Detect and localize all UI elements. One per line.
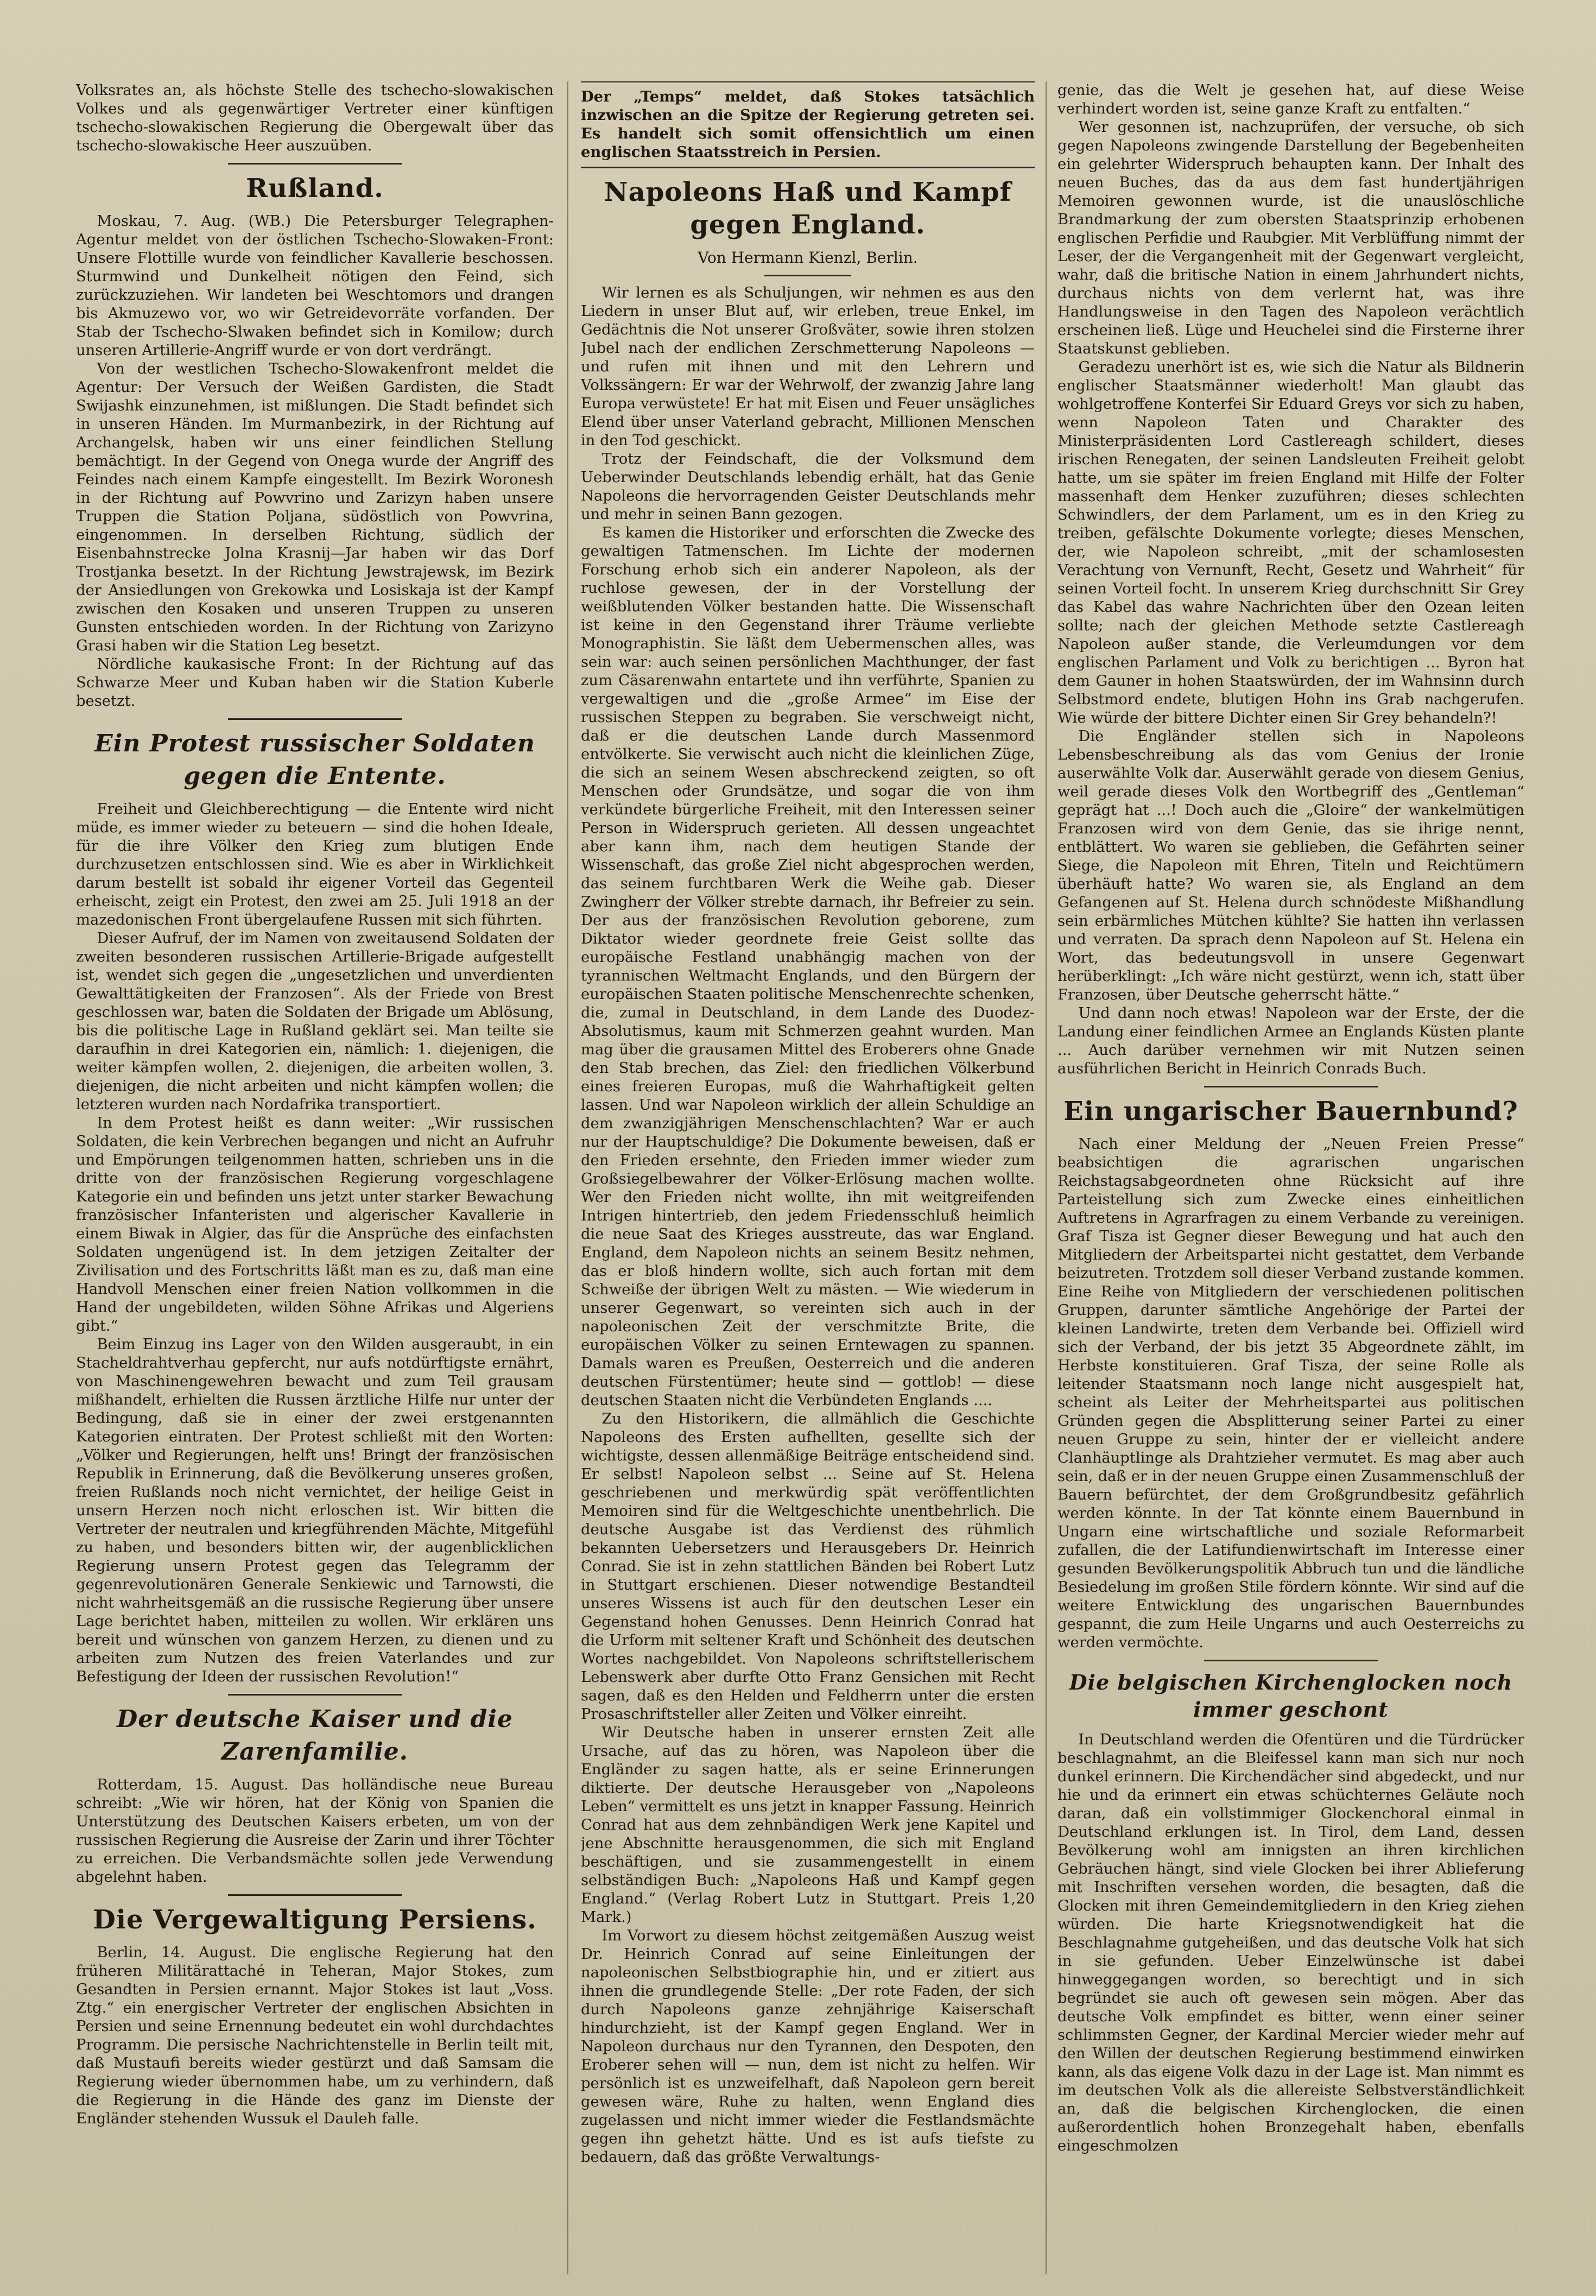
paragraph: Es kamen die Historiker und erforschten die Zwecke des gewaltigen Tatmenschen. Im Lichte der modernen Forschung erhob sich ein anderer Napoleon, als der ruchlose gewesen, der in der Vorstellung der weißblutenden Völker bestanden hatte. Die Wissenschaft ist keine in den Gegenstand ihrer Träume verliebte Monographistin. Sie läßt dem Uebermenschen alles, was sein war: auch seinen persönlichen Machthunger, der fast zum Cäsarenwahn entartete und ihn verführte, Spanien zu vergewaltigen und die „große Armee“ im Eise der russischen Steppen zu begraben. Sie verschweigt nicht, daß er die deutschen Lande durch Massenmord entvölkerte. Sie verwischt auch nicht die kleinlichen Züge, die sich an seinem Wesen abschreckend zeigten, so oft Menschen oder Grundsätze, und sogar die von ihm verkündete bürgerliche Freiheit, mit den Interessen seiner Person in Widerspruch gerieten. All dessen ungeachtet aber kann ihm, nach dem heutigen Stande der Wissenschaft, das große Ziel nicht abgesprochen werden, das seinem furchtbaren Werk die Weihe gab. Dieser Zwingherr der Völker strebte darnach, ihr Befreier zu sein. Der aus der französischen Revolution geborene, zum Diktator wieder geordnete freie Geist sollte das europäische Festland unabhängig machen von der tyrannischen Weltmacht Englands, und den Bürgern der europäischen Staaten politische Menschenrechte schenken, die, zumal in Deutschland, in dem Lande des Duodez-Absolutismus, kaum mit Schmerzen geahnt wurden. Man mag über die grausamen Mittel des Eroberers ohne Gnade den Stab brechen, das Ziel: den friedlichen Völkerbund eines freieren Europas, muß die Wahrhaftigkeit gelten lassen. Und war Napoleon wirklich der allein Schuldige an dem zwanzigjährigen Menschenschlachten? War er auch nur der Hauptschuldige? Die Dokumente beweisen, daß er den Frieden ersehnte, den Frieden immer wieder zum Großsiegelbewahrer der Völker-Erlösung machen wollte. Wer den Frieden nicht wollte, ihn mit weitgreifenden Intrigen hintertrieb, den jedem Friedensschluß heimlich die neue Saat des Krieges ausstreute, das war England. England, dem Napoleon nichts an seinem Besitz nehmen, das er bloß hindern wollte, sich auch fortan mit dem Schweiße der übrigen Welt zu mästen. — Wie wiederum in unserer Gegenwart, so vereinten sich auch in der napoleonischen Zeit der verschmitzte Brite, die europäischen Völker zu seinen Erntewagen zu spannen. Damals waren es Preußen, Oesterreich und die anderen deutschen Fürstentümer; heute sind — gottlob! — diese deutschen Staaten nicht die Verbündeten Englands .... <box>581 524 1035 1409</box>
paragraph: Trotz der Feindschaft, die der Volksmund dem Ueberwinder Deutschlands lebendig erhält, hat das Genie Napoleons die hervorragenden Geister Deutschlands mehr und mehr in seinen Bann gezogen. <box>581 451 1035 523</box>
paragraph: Moskau, 7. Aug. (WB.) Die Petersburger Telegraphen-Agentur meldet von der östlichen Tschecho-Slowaken-Front: Unsere Flottille wurde von feindlicher Kavallerie beschossen. Sturmwind und Dunkelheit nötigen den Feind, sich zurückzuziehen. Wir landeten bei Weschtomors und drangen bis Akmuzewo vor, wo wir Getreidevorräte vorfanden. Der Stab der Tschecho-Slwaken befindet sich in Komilow; durch unseren Artillerie-Angriff wurde er von dort verdrängt. <box>76 213 554 359</box>
paragraph: Beim Einzug ins Lager von den Wilden ausgeraubt, in ein Stacheldrahtverhau gepfercht, nur aufs notdürftigste ernährt, von Maschinengewehren bewacht und zum Teil grausam mißhandelt, erhielten die Russen ärztliche Hilfe nur unter der Bedingung, daß sie in einer der zwei erstgenannten Kategorien eintraten. Der Protest schließt mit den Worten: „Völker und Regierungen, helft uns! Bringt der französischen Republik in Erinnerung, daß die Bevölkerung unseres großen, freien Rußlands noch nicht vernichtet, der heilige Geist in unsern Herzen noch nicht erloschen ist. Wir bitten die Vertreter der neutralen und kriegführenden Mächte, Mitgefühl zu haben, und besonders bitten wir, der augenblicklichen Regierung unsern Protest gegen das Telegramm der gegenrevolutionären Generale Senkiewic und Tarnowsti, die nicht wahrheitsgemäß an die russische Regierung über unsere Lage berichtet haben, mitteilen zu wollen. Wir erklären uns bereit und wünschen von ganzem Herzen, zu dienen und zu arbeiten zum Nutzen des freien Vaterlandes und zur Befestigung der Ideen der russischen Revolution!“ <box>76 1336 554 1685</box>
paragraph: Geradezu unerhört ist es, wie sich die Natur als Bildnerin englischer Staatsmänner wiederholt! Man glaubt das wohlgetroffene Konterfei Sir Eduard Greys vor sich zu haben, wenn Napoleon Taten und Charakter des Ministerpräsidenten Lord Castlereagh schildert, dieses irischen Renegaten, der seinen Landsleuten Freiheit gelobt hatte, um sie später im freien England mit Hilfe der Folter massenhaft dem Henker zuzuführen; dieses schlechten Schwindlers, der dem Parlament, um es in den Krieg zu treiben, gefälschte Dokumente vorlegte; dieses Menschen, der, wie Napoleon schreibt, „mit der schamlosesten Verachtung von Vernunft, Recht, Gesetz und Wahrheit“ für seinen Vorteil focht. In unserem Krieg durchschnitt Sir Grey das Kabel das wahre Nachrichten über den Ozean leiten sollte; nach der gleichen Methode setzte Castlereagh Napoleon außer stande, die Verleumdungen vor dem englischen Parlament und Volk zu berichtigen ... Byron hat dem Gauner in hohen Staatswürden, der im Wahnsinn durch Selbstmord endete, blutigen Hohn ins Grab nachgerufen. Wie würde der bittere Dichter einen Sir Grey behandeln?! <box>1057 359 1524 726</box>
article-heading-kirchenglocken: Die belgischen Kirchenglocken noch immer geschont <box>1069 1670 1513 1722</box>
paragraph: Von der westlichen Tschecho-Slowakenfront meldet die Agentur: Der Versuch der Weißen Gardisten, die Stadt Swijashk einzunehmen, ist mißlungen. Die Stadt befindet sich in unseren Händen. Im Murmanbezirk, in der Richtung auf Archangelsk, haben wir uns einer feindlichen Stellung bemächtigt. In der Gegend von Onega wurde der Angriff des Feindes nach einem Kampfe eingestellt. Im Bezirk Woronesh in der Richtung auf Powvrino und Zarizyn haben unsere Truppen die Station Poljana, südöstlich von Powvrina, eingenommen. In derselben Richtung, südlich der Eisenbahnstrecke Jolna Krasnij—Jar haben wir das Dorf Trostjanka besetzt. In der Richtung Jewstrajewsk, im Bezirk der Ansiedlungen von Grekowka und Losiskaja ist der Kampf zwischen den Kosaken und unseren Truppen zu unseren Gunsten entschieden worden. In der Richtung von Zarizyno Grasi haben wir die Station Leg besetzt. <box>76 360 554 654</box>
paragraph: Die Engländer stellen sich in Napoleons Lebensbeschreibung als das vom Genius der Ironie auserwählte Volk dar. Auserwählt gerade von diesem Genius, weil gerade dieses Volk den Wortbegriff des „Gentleman“ geprägt hat ...! Doch auch die „Gloire“ der wankelmütigen Franzosen wird von dem Genie, das sie ihrige nennt, entblättert. Wo waren sie geblieben, die Gefährten seiner Siege, die Napoleon mit Ehren, Titeln und Reichtümern überhäuft hatte? Wo waren sie, als England an dem Gefangenen auf St. Helena durch schnödeste Mißhandlung sein erbärmliches Mütchen kühlte? Sie hatten ihn verlassen und verraten. Da sprach denn Napoleon auf St. Helena ein Wort, das bedeutungsvoll in unsere Gegenwart herüberklingt: „Ich wäre nicht gestürzt, wenn ich, statt über Franzosen, über Deutsche geherrscht hätte.“ <box>1057 728 1524 1003</box>
article-separator <box>228 1694 402 1696</box>
article-heading-persien: Die Vergewaltigung Persiens. <box>93 1905 537 1935</box>
article-separator <box>228 1894 402 1896</box>
paragraph: Wir lernen es als Schuljungen, wir nehmen es aus den Liedern in unser Blut auf, wir erleben, treue Enkel, im Gedächtnis die Not unserer Großväter, sowie ihren stolzen Jubel nach der endlichen Zerschmetterung Napoleons — und rufen mit ihnen und mit den Lehrern und Volkssängern: Er war der Wehrwolf, der zwanzig Jahre lang Europa verwüstete! Er hat mit Eisen und Feuer unsägliches Elend über unser Vaterland gebracht, Millionen Menschen in den Tod geschickt. <box>581 284 1035 449</box>
article-continuation: Volksrates an, als höchste Stelle des tschecho-slowakischen Volkes und als gegenwärtiger Vertreter einer künftigen tschecho-slowakischen Regierung die Obergewalt über das tschecho-slowakische Heer auszuüben. <box>76 82 554 154</box>
paragraph: Freiheit und Gleichberechtigung — die Entente wird nicht müde, es immer wieder zu beteuern — sind die hohen Ideale, für die ihre Völker den Krieg zum blutigen Ende durchzusetzen entschlossen sind. Wie es aber in Wirklichkeit darum bestellt ist sobald ihr eigener Vorteil das Gegenteil erheischt, zeigt ein Protest, den zwei am 25. Juli 1918 an der mazedonischen Front übergelaufene Russen mit sich führten. <box>76 801 554 928</box>
column-rule <box>567 81 568 2274</box>
article-separator <box>1204 1086 1378 1087</box>
paragraph: Nördliche kaukasische Front: In der Richtung auf das Schwarze Meer und Kuban haben wir die Station Kuberle besetzt. <box>76 656 554 710</box>
paragraph: Im Vorwort zu diesem höchst zeitgemäßen Auszug weist Dr. Heinrich Conrad auf seine Einleitungen der napoleonischen Selbstbiographie hin, und er zitiert aus ihnen die grundlegende Stelle: „Der rote Faden, der sich durch Napoleons ganze zehnjährige Kaiserschaft hindurchzieht, ist der Kampf gegen England. Wer in Napoleon durchaus nur den Tyrannen, den Despoten, den Eroberer sehen will — nun, dem ist nicht zu helfen. Wir persönlich ist es unzweifelhaft, daß Napoleon gern bereit gewesen wäre, Ruhe zu halten, wenn England dies zugelassen und nicht immer wieder die Festlandsmächte gegen ihn gehetzt hätte. Und es ist aufs tiefste zu bedauern, daß das größte Verwaltungs- <box>581 1927 1035 2166</box>
column-right <box>1057 81 1524 2274</box>
article-heading-kaiser: Der deutsche Kaiser und die Zarenfamilie. <box>117 1705 513 1766</box>
article-heading-protest: Ein Protest russischer Soldaten gegen die Entente. <box>94 730 535 790</box>
paragraph: In Deutschland werden die Ofentüren und die Türdrücker beschlagnahmt, an die Bleifessel kann man sich nur noch dunkel erinnern. Die Kirchendächer sind abgedeckt, und nur hie und da erinnert ein etwas schüchternes Geläute noch daran, daß ein vollstimmiger Glockenchoral einmal in Deutschland erklungen ist. In Tirol, dem Land, dessen Bevölkerung wohl am innigsten an ihren kirchlichen Gebräuchen hängt, sind viele Glocken bei ihrer Ablieferung mit Inschriften versehen worden, die besagten, daß die Glocken mit ihren Gemeindemitgliedern in den Krieg ziehen würden. Die harte Kriegsnotwendigkeit hat die Beschlagnahme gutgeheißen, und das deutsche Volk hat sich in sie gefunden. Ueber Einzelwünsche ist dabei hinweggegangen worden, so berechtigt und in sich begründet sie auch oft gewesen sein mögen. Aber das deutsche Volk empfindet es bitter, wenn einer seiner schlimmsten Gegner, der Kardinal Mercier wieder mehr auf den Willen der deutschen Regierung bestimmend einwirken kann, als das eigene Volk dazu in der Lage ist. Man nimmt es im deutschen Volk als die allereiste Selbstverständlichkeit an, daß die belgischen Kirchenglocken, die einen außerordentlich hohen Bronzegehalt haben, ebenfalls eingeschmolzen <box>1057 1731 1524 2154</box>
paragraph: Dieser Aufruf, der im Namen von zweitausend Soldaten der zweiten besonderen russischen Artillerie-Brigade aufgestellt ist, wendet sich gegen die „ungesetzlichen und unverdienten Gewalttätigkeiten der Franzosen“. Als der Friede von Brest geschlossen war, baten die Soldaten der Brigade um Ablösung, bis die politische Lage in Rußland geklärt sei. Man teilte sie daraufhin in drei Kategorien ein, nämlich: 1. diejenigen, die weiter kämpfen wollen, 2. diejenigen, die arbeiten wollen, 3. diejenigen, die nicht arbeiten und nicht kämpfen wollen; die letzteren wurden nach Nordafrika transportiert. <box>76 930 554 1113</box>
column-middle <box>581 81 1035 2274</box>
article-separator <box>228 163 402 165</box>
paragraph: Wir Deutsche haben in unserer ernsten Zeit alle Ursache, auf das zu hören, was Napoleon über die Engländer zu sagen hatte, als er seine Erinnerungen diktierte. Der deutsche Herausgeber von „Napoleons Leben“ vermittelt es uns jetzt in knapper Fassung. Heinrich Conrad hat aus dem zehnbändigen Werk jene Kapitel und jene Abschnitte herausgenommen, die sich mit England beschäftigen, und sie zusammengestellt in einem selbständigen Buch: „Napoleons Haß und Kampf gegen England.“ (Verlag Robert Lutz in Stuttgart. Preis 1,20 Mark.) <box>581 1724 1035 1926</box>
byline: Von Hermann Kienzl, Berlin. <box>698 249 918 267</box>
paragraph: Und dann noch etwas! Napoleon war der Erste, der die Landung einer feindlichen Armee an Englands Küsten plante ... Auch darüber vernehmen wir mit Nutzen seinen ausführlichen Bericht in Heinrich Conrads Buch. <box>1057 1005 1524 1077</box>
paragraph: genie, das die Welt je gesehen hat, auf diese Weise verhindert worden ist, seine ganze Kraft zu entfalten.“ <box>1057 82 1524 117</box>
paragraph: Der „Temps“ meldet, daß Stokes tatsächlich inzwischen an die Spitze der Regierung getreten sei. Es handelt sich somit offensichtlich um einen englischen Staatsstreich in Persien. <box>581 88 1035 161</box>
paragraph: In dem Protest heißt es dann weiter: „Wir russischen Soldaten, die kein Verbrechen begangen und nicht an Aufruhr und Empörungen teilgenommen hatten, schrieben uns in die dritte von der französischen Regierung vorgeschlagene Kategorie ein und befinden uns jetzt unter starker Bewachung französischer Infanteristen und algerischer Kavallerie in einem Biwak in Algier, das für die Ansprüche des einfachsten Soldaten ungenügend ist. In dem jetzigen Zeitalter der Zivilisation und des Fortschritts läßt man es zu, daß man eine Handvoll Menschen einer freien Nation vollkommen in die Hand der ungebildeten, wilden Söhne Afrikas und Algeriens gibt.“ <box>76 1115 554 1334</box>
paragraph: Nach einer Meldung der „Neuen Freien Presse“ beabsichtigen die agrarischen ungarischen Reichstagsabgeordneten ohne Rücksicht auf ihre Parteistellung sich zum Zwecke eines einheitlichen Auftretens in Agrarfragen zu einem Verbande zu vereinigen. Graf Tisza ist Gegner dieser Bewegung und hat auch den Mitgliedern der Arbeitspartei nicht gestattet, dem Verbande beizutreten. Trotzdem soll dieser Verband zustande kommen. Eine Reihe von Mitgliedern der verschiedenen politischen Gruppen, darunter sämtliche Angehörige der Partei der kleinen Landwirte, treten dem Verbande bei. Offiziell wird sich der Verband, der bis jetzt 35 Abgeordnete zählt, im Herbste konstituieren. Graf Tisza, der seine Rolle als leitender Staatsmann noch lange nicht ausgespielt hat, scheint als Leiter der Mehrheitspartei aus politischen Gründen gegen die Absplitterung seiner Partei zu einer neuen Gruppe zu sein, hinter der er vielleicht andere Clanhäuptlinge als Drahtzieher vermutet. Es mag aber auch sein, daß er in der neuen Gruppe einen Zusammenschluß der Bauern befürchtet, der dem Großgrundbesitz gefährlich werden könnte. In der Tat könnte einem Bauernbund in Ungarn eine wirtschaftliche und soziale Reformarbeit zufallen, die der Latifundienwirtschaft im Interesse einer gesunden Bevölkerungspolitik Abbruch tun und die ländliche Besiedelung im großen Stile fördern könnte. Wir sind auf die weitere Entwicklung des ungarischen Bauernbundes gespannt, die zum Heile Ungarns und auch Oesterreichs zu werden vermöchte. <box>1057 1136 1524 1651</box>
paragraph: Zu den Historikern, die allmählich die Geschichte Napoleons des Ersten aufhellten, gesellte sich der wichtigste, dessen allenmäßige Beiträge entscheidend sind. Er selbst! Napoleon selbst ... Seine auf St. Helena geschriebenen und merkwürdig spät veröffentlichten Memoiren sind für die Weltgeschichte unentbehrlich. Die deutsche Ausgabe ist das Verdienst des rühmlich bekannten Uebersetzers und Herausgebers Dr. Heinrich Conrad. Sie ist in zehn stattlichen Bänden bei Robert Lutz in Stuttgart erschienen. Dieser notwendige Bestandteil unseres Wissens ist auch für den deutschen Leser ein Gegenstand hohen Genusses. Denn Heinrich Conrad hat die Urform mit seltener Kraft und Schönheit des deutschen Wortes nachgebildet. Von Napoleons schriftstellerischem Lebenswerk aber durfte Otto Franz Gensichen mit Recht sagen, daß es den Helden und Feldherrn unter die ersten Prosaschriftsteller aller Zeiten und Völker einreiht. <box>581 1411 1035 1723</box>
article-heading-bauernbund: Ein ungarischer Bauernbund? <box>1063 1096 1518 1127</box>
article-heading-russland: Rußland. <box>246 173 384 204</box>
paragraph: Wer gesonnen ist, nachzuprüfen, der versuche, ob sich gegen Napoleons zwingende Darstellung der Begebenheiten ein gelehrter Widerspruch behaupten kann. Der Inhalt des neuen Buches, das da aus dem fast hundertjährigen Memoiren gewonnen wurde, ist die unauslöschliche Brandmarkung der zum obersten Staatsprinzip erhobenen englischen Perfidie und Raubgier. Mit Verblüffung nimmt der Leser, der die Vergangenheit mit der Gegenwart vergleicht, wahr, daß die britische Nation in einem Jahrhundert nichts, durchaus nichts von dem verlernt hat, was ihre Handlungsweise in den Tagen des Napoleon verächtlich erscheinen ließ. Lüge und Heuchelei sind die Firsterne ihrer Staatskunst geblieben. <box>1057 119 1524 357</box>
column-rule <box>1046 81 1047 2274</box>
paragraph: Rotterdam, 15. August. Das holländische neue Bureau schreibt: „Wie wir hören, hat der König von Spanien die Unterstützung des Deutschen Kaisers erbeten, um von der russischen Regierung die Ausreise der Zarin und ihrer Töchter zu erreichen. Die Verbandsmächte sollen jede Verwendung abgelehnt haben. <box>76 1776 554 1886</box>
article-separator <box>228 718 402 720</box>
news-brief-box <box>581 81 1035 168</box>
column-left <box>76 81 554 2274</box>
paragraph: Berlin, 14. August. Die englische Regierung hat den früheren Militärattaché in Teheran, Major Stokes, zum Gesandten in Persien ernannt. Major Stokes ist laut „Voss. Ztg.“ ein energischer Vertreter der englischen Absichten in Persien und seine Ernennung bedeutet ein wohl durchdachtes Programm. Die persische Nachrichtenstelle in Berlin teilt mit, daß Mustaufi bereits wieder gestürzt und daß Samsam die Regierung wieder übernommen habe, um zu verhindern, daß die Regierung in die Hände des ganz im Dienste der Engländer stehenden Wussuk el Dauleh falle. <box>76 1944 554 2127</box>
article-separator <box>1204 1660 1378 1661</box>
article-heading-napoleon: Napoleons Haß und Kampf gegen England. <box>604 177 1012 240</box>
article-separator <box>764 275 851 276</box>
